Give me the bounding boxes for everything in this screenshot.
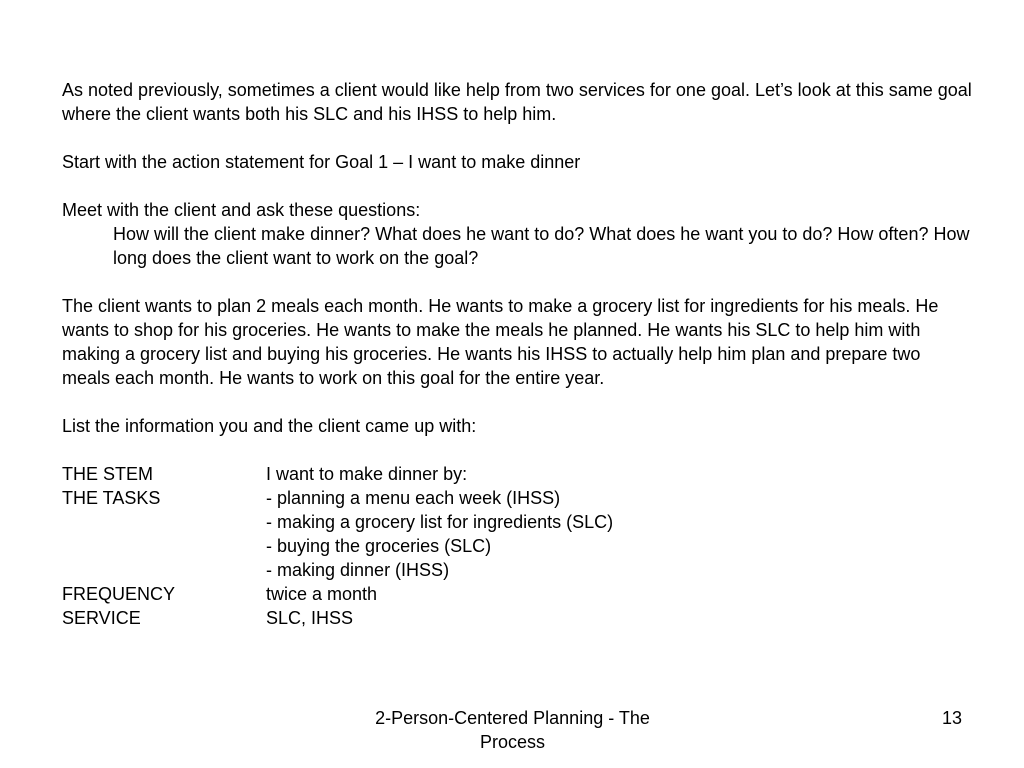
spacer xyxy=(62,174,972,198)
frequency-label: FREQUENCY xyxy=(62,584,176,604)
task-item: - planning a menu each week (IHSS) xyxy=(266,488,561,508)
empty-label xyxy=(62,534,266,558)
empty-label xyxy=(62,510,266,534)
spacer xyxy=(62,270,972,294)
frequency-row xyxy=(62,582,972,606)
task-item: - making a grocery list for ingredients (SLC) xyxy=(266,512,614,532)
spacer xyxy=(62,438,972,462)
task-item: - making dinner (IHSS) xyxy=(266,560,450,580)
tasks-row xyxy=(62,510,972,534)
client-wants-paragraph: The client wants to plan 2 meals each month. He wants to make a grocery list for ingredients for his meals. He wants to shop for his groceries. He wants to make the meals he planned. He wants his SLC to help him with making a grocery list and buying his groceries. He wants his IHSS to actually help him plan and prepare two meals each month. He wants to work on this goal for the entire year. xyxy=(62,296,939,388)
spacer xyxy=(62,126,972,150)
service-row xyxy=(62,606,972,630)
stem-value: I want to make dinner by: xyxy=(266,464,468,484)
empty-label xyxy=(62,558,266,582)
list-intro: List the information you and the client came up with: xyxy=(62,416,477,436)
slide-content xyxy=(62,78,972,630)
stem-row xyxy=(62,462,972,486)
service-value: SLC, IHSS xyxy=(266,608,354,628)
tasks-row xyxy=(62,534,972,558)
start-statement: Start with the action statement for Goal 1 – I want to make dinner xyxy=(62,152,581,172)
spacer xyxy=(62,390,972,414)
frequency-value: twice a month xyxy=(266,584,378,604)
footer-title: 2-Person-Centered Planning - The Process xyxy=(375,708,650,752)
tasks-label: THE TASKS xyxy=(62,488,161,508)
tasks-row xyxy=(62,558,972,582)
service-label: SERVICE xyxy=(62,608,141,628)
page-number: 13 xyxy=(941,708,962,728)
stem-label: THE STEM xyxy=(62,464,154,484)
tasks-row xyxy=(62,486,972,510)
meet-intro: Meet with the client and ask these questions: xyxy=(62,200,421,220)
task-item: - buying the groceries (SLC) xyxy=(266,536,492,556)
meet-questions: How will the client make dinner? What does he want to do? What does he want you to do? How often? How long does the client want to work on the goal? xyxy=(113,224,970,268)
intro-paragraph: As noted previously, sometimes a client would like help from two services for one goal. Let’s look at this same goal where the client wants both his SLC and his IHSS to help him. xyxy=(62,80,972,124)
goal-table xyxy=(62,462,972,630)
